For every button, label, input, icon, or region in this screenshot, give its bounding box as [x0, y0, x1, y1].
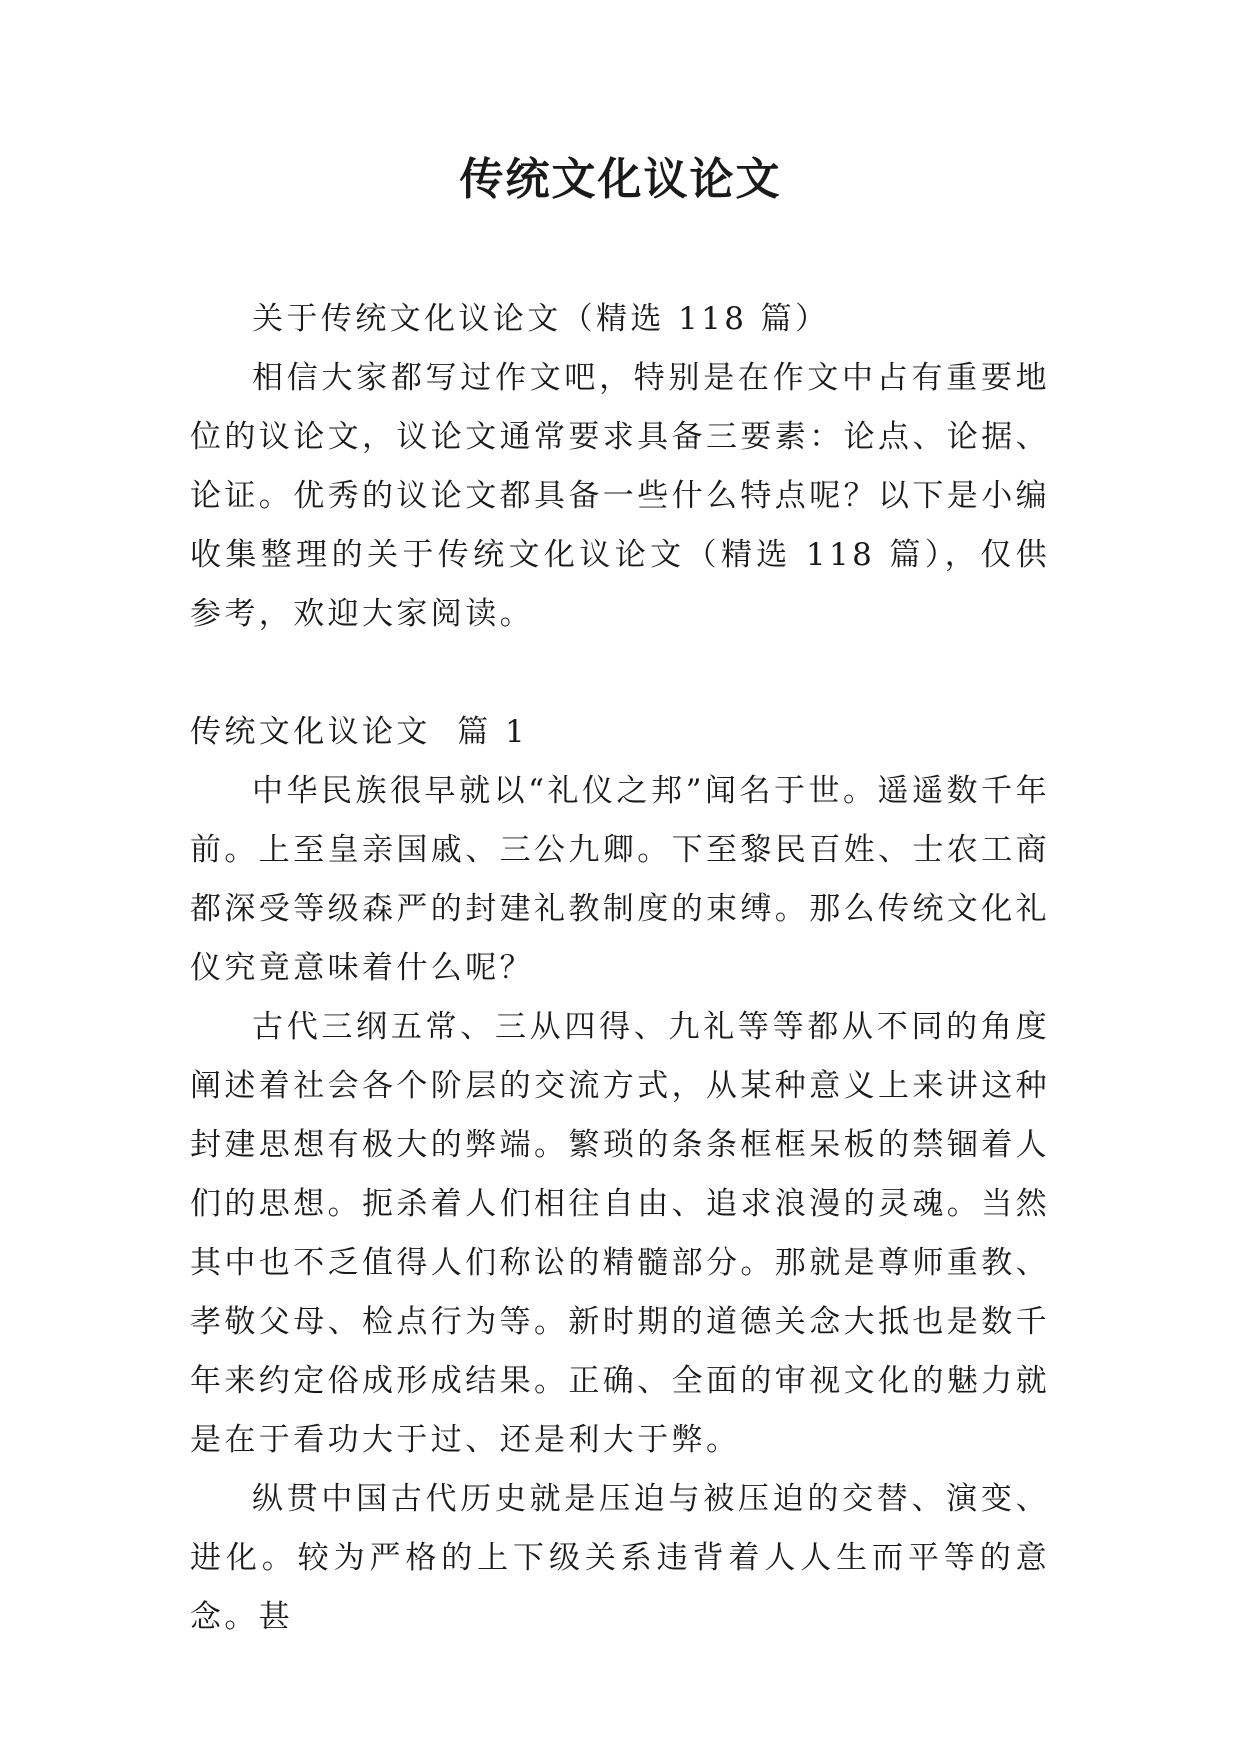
body-paragraph-2: 古代三纲五常、三从四得、九礼等等都从不同的角度阐述着社会各个阶层的交流方式，从某种意义上来讲这种封建思想有极大的弊端。繁琐的条条框框呆板的禁锢着人们的思想。扼杀着人们相往自由、追求浪漫的灵魂。当然其中也不乏值得人们称讼的精髓部分。那就是尊师重教、孝敬父母、检点行为等。新时期的道德关念大抵也是数千年来约定俗成形成结果。正确、全面的审视文化的魅力就是在于看功大于过、还是利大于弊。: [190, 1009, 1050, 1458]
paragraph-gap: [190, 644, 1050, 703]
document-body: [190, 290, 1050, 1647]
intro-paragraph: 相信大家都写过作文吧，特别是在作文中占有重要地位的议论文，议论文通常要求具备三要素：论点、论据、论证。优秀的议论文都具备一些什么特点呢？以下是小编收集整理的关于传统文化议论文（精选 118 篇），仅供参考，欢迎大家阅读。: [190, 360, 1050, 632]
section-heading: 传统文化议论文 篇 1: [190, 714, 529, 750]
body-paragraph-1: 中华民族很早就以“礼仪之邦”闻名于世。遥遥数千年前。上至皇亲国戚、三公九卿。下至黎民百姓、士农工商都深受等级森严的封建礼教制度的束缚。那么传统文化礼仪究竟意味着什么呢？: [190, 773, 1050, 986]
document-title: 传统文化议论文: [459, 154, 782, 205]
body-paragraph-3: 纵贯中国古代历史就是压迫与被压迫的交替、演变、进化。较为严格的上下级关系违背着人人生而平等的意念。甚: [190, 1481, 1050, 1635]
document-subtitle: 关于传统文化议论文（精选 118 篇）: [252, 301, 830, 337]
